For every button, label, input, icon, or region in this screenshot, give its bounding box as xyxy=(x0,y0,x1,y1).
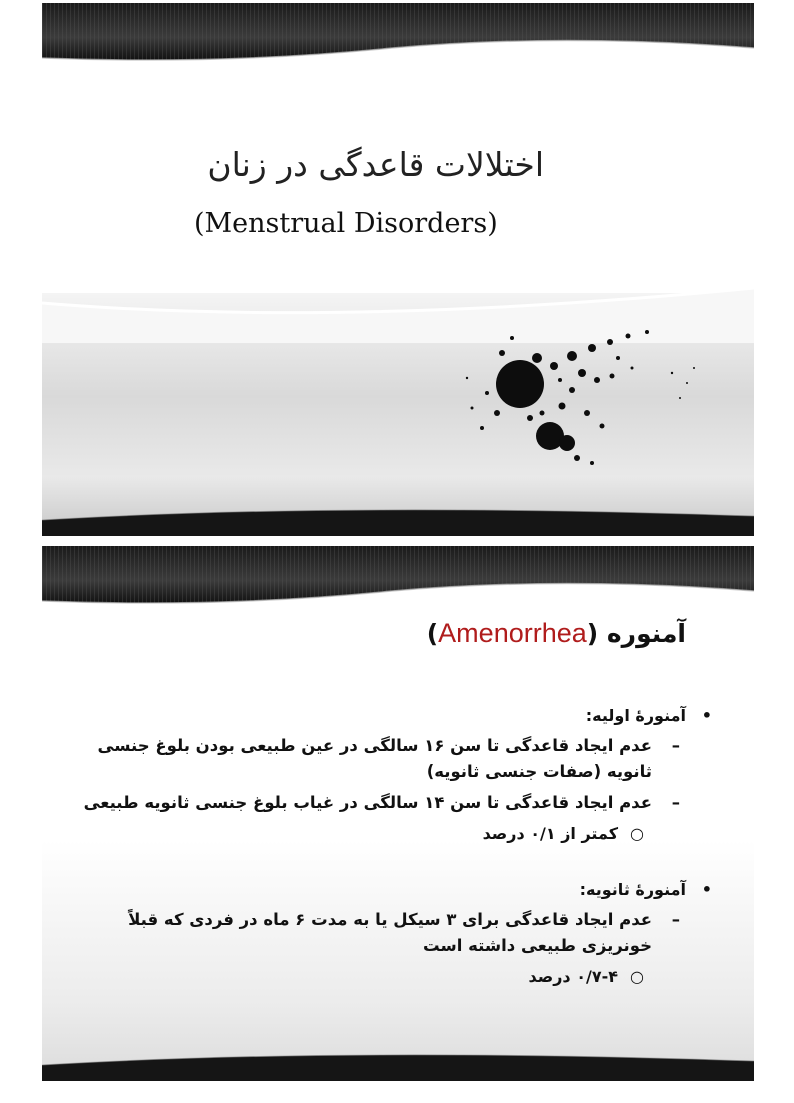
heading-persian: آمنوره xyxy=(606,619,686,648)
list-item-text: عدم ایجاد قاعدگی برای ۳ سیکل یا به مدت ۶ ماه در فردی که قبلاً خونریزی طبیعی داشته است xyxy=(128,910,652,955)
list-item-text: عدم ایجاد قاعدگی تا سن ۱۶ سالگی در عین طبیعی بودن بلوغ جنسی ثانویه (صفات جنسی ثانویه) xyxy=(97,736,652,781)
slide-heading xyxy=(427,618,686,649)
circle-marker: ○ xyxy=(630,967,644,986)
top-dark-band xyxy=(42,546,754,616)
list-item-text: عدم ایجاد قاعدگی تا سن ۱۴ سالگی در غیاب بلوغ جنسی ثانویه طبیعی xyxy=(83,793,652,812)
sub-list-item-text: ۰/۷-۴ درصد xyxy=(528,967,618,986)
bottom-dark-band xyxy=(42,502,754,536)
list-item xyxy=(74,907,714,959)
list-item xyxy=(74,733,714,785)
bullet-marker: • xyxy=(701,880,712,899)
bullet-content xyxy=(74,706,714,995)
top-dark-band xyxy=(42,3,754,73)
sub-list-item xyxy=(74,821,714,847)
list-item xyxy=(74,790,714,816)
title-english: (Menstrual Disorders) xyxy=(194,208,498,239)
sub-list-item xyxy=(74,964,714,990)
heading-paren-close: ) xyxy=(426,619,439,648)
heading-english: Amenorrhea xyxy=(438,618,587,648)
heading-paren-open: ( xyxy=(586,619,599,648)
dash-marker: – xyxy=(671,736,680,755)
dash-marker: – xyxy=(671,910,680,929)
circle-marker: ○ xyxy=(630,824,644,843)
title-persian: اختلالات قاعدگی در زنان xyxy=(207,145,544,184)
section-title: آمنورهٔ ثانویه: xyxy=(579,880,686,899)
section-title: آمنورهٔ اولیه: xyxy=(585,706,686,725)
dash-marker: – xyxy=(671,793,680,812)
bottom-dark-band xyxy=(42,1047,754,1081)
slide-title xyxy=(42,3,754,536)
ink-splatter-icon xyxy=(442,318,712,478)
bullet-marker: • xyxy=(701,706,712,725)
sub-list-item-text: کمتر از ۰/۱ درصد xyxy=(482,824,618,843)
slide-amenorrhea xyxy=(42,546,754,1081)
section-primary xyxy=(74,706,714,725)
section-secondary xyxy=(74,880,714,899)
